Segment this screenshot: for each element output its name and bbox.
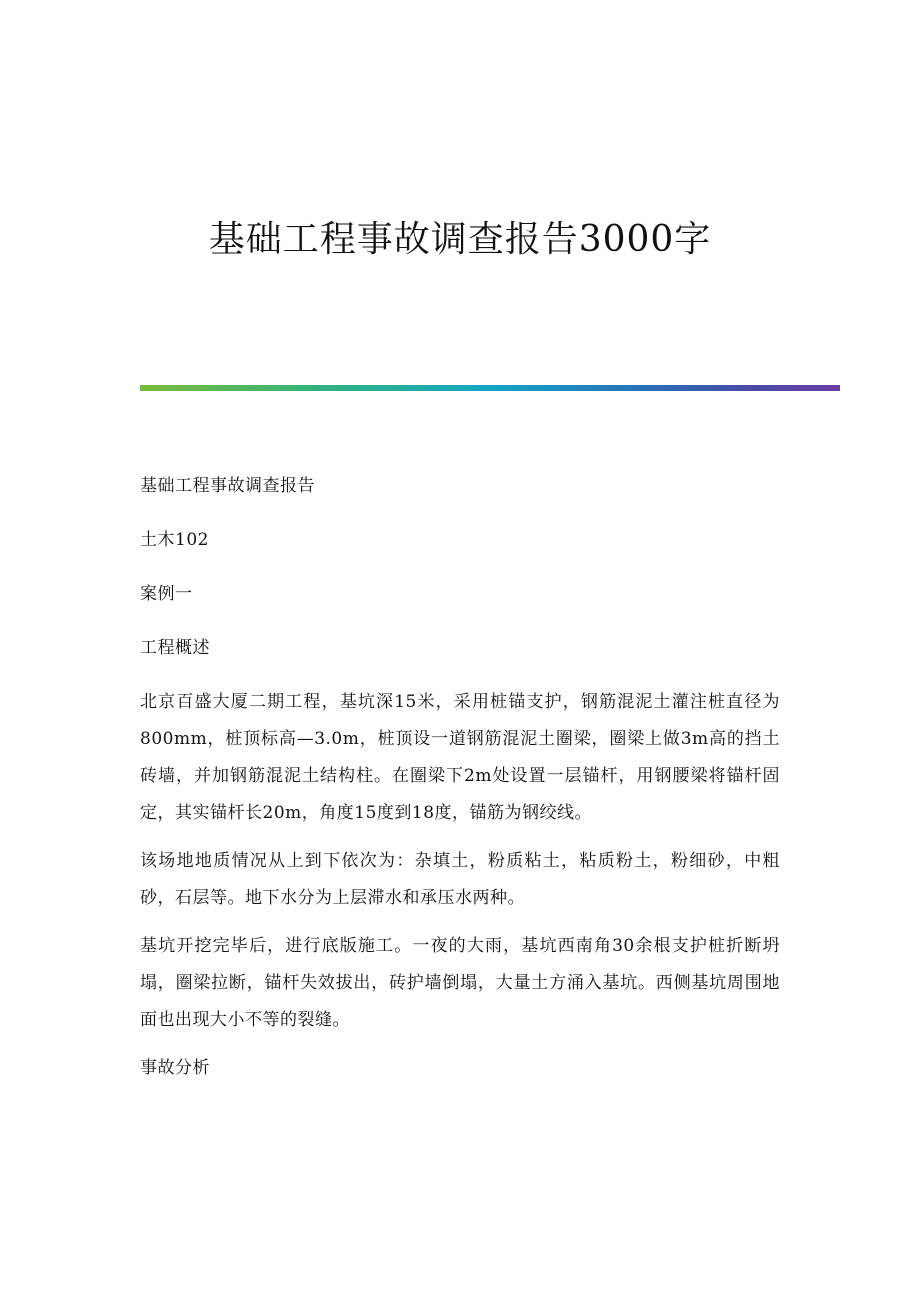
paragraph-accident-description: 基坑开挖完毕后，进行底版施工。一夜的大雨，基坑西南角30余根支护桩折断坍塌，圈梁拉断，锚杆失效拔出，砖护墙倒塌，大量土方涌入基坑。西侧基坑周围地面也出现大小不等的裂缝。 <box>140 936 780 1030</box>
paragraph-section-overview: 工程概述 <box>140 638 210 658</box>
paragraph-section-analysis: 事故分析 <box>140 1058 210 1078</box>
paragraph-class-name: 土木102 <box>140 530 209 550</box>
paragraph-project-description: 北京百盛大厦二期工程，基坑深15米，采用桩锚支护，钢筋混泥土灌注桩直径为800mm，桩顶标高—3.0m，桩顶设一道钢筋混泥土圈梁，圈梁上做3m高的挡土砖墙，并加钢筋混泥土结构柱。在圈梁下2m处设置一层锚杆，用钢腰梁将锚杆固定，其实锚杆长20m，角度15度到18度，锚筋为钢绞线。 <box>140 692 780 823</box>
document-body <box>140 468 780 1104</box>
paragraph-case-label: 案例一 <box>140 584 193 604</box>
paragraph-geology: 该场地地质情况从上到下依次为：杂填土，粉质粘土，粘质粉土，粉细砂，中粗砂，石层等。地下水分为上层滞水和承压水两种。 <box>140 851 780 908</box>
document-title: 基础工程事故调查报告3000字 <box>208 219 712 260</box>
gradient-divider <box>140 385 840 391</box>
paragraph-report-heading: 基础工程事故调查报告 <box>140 476 315 496</box>
